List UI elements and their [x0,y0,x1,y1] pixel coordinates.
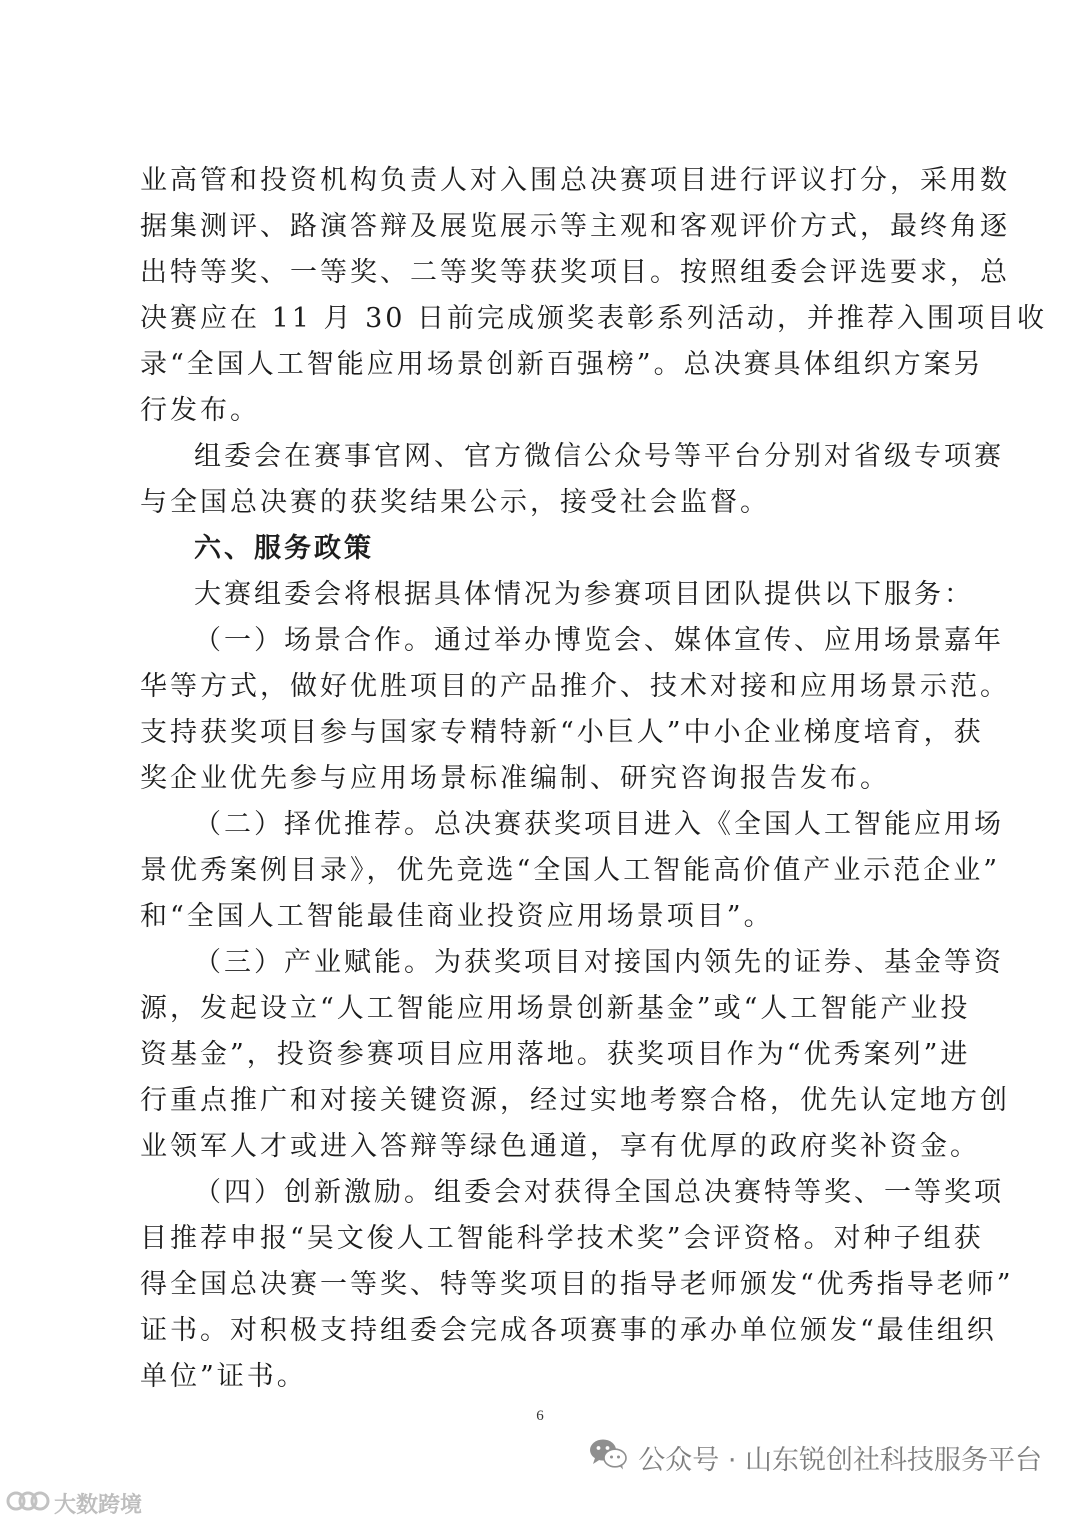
text-line: （一）场景合作。通过举办博览会、媒体宣传、应用场景嘉年 [194,625,1004,656]
body-text [140,158,1048,1400]
text-line: 据集测评、路演答辩及展览展示等主观和客观评价方式，最终角逐 [140,211,1010,242]
page-number: 6 [536,1408,544,1424]
text-line: 单位”证书。 [140,1361,307,1392]
account-name: 公众号 · 山东锐创社科技服务平台 [638,1445,1042,1476]
link-chain-icon [4,1489,50,1519]
text-line: 决赛应在 11 月 30 日前完成颁奖表彰系列活动，并推荐入围项目收 [140,303,1048,334]
text-line: 证书。对积极支持组委会完成各项赛事的承办单位颁发“最佳组织 [140,1315,997,1346]
text-line: 得全国总决赛一等奖、特等奖项目的指导老师颁发“优秀指导老师” [140,1269,1014,1300]
corner-watermark-text: 大数跨境 [54,1493,143,1518]
text-line: 业高管和投资机构负责人对入围总决赛项目进行评议打分，采用数 [140,165,1010,196]
text-line: 支持获奖项目参与国家专精特新“小巨人”中小企业梯度培育，获 [140,717,984,748]
section-heading: 六、服务政策 [194,533,374,564]
text-line: （四）创新激励。组委会对获得全国总决赛特等奖、一等奖项 [194,1177,1004,1208]
text-line: （二）择优推荐。总决赛获奖项目进入《全国人工智能应用场 [194,809,1004,840]
text-line: 源，发起设立“人工智能应用场景创新基金”或“人工智能产业投 [140,993,971,1024]
text-line: 华等方式，做好优胜项目的产品推介、技术对接和应用场景示范。 [140,671,1010,702]
text-line: 奖企业优先参与应用场景标准编制、研究咨询报告发布。 [140,763,890,794]
text-line: 大赛组委会将根据具体情况为参赛项目团队提供以下服务： [194,579,974,610]
text-line: 行发布。 [140,395,260,426]
account-watermark [588,1437,1042,1478]
text-line: 录“全国人工智能应用场景创新百强榜”。总决赛具体组织方案另 [140,349,984,380]
text-line: 组委会在赛事官网、官方微信公众号等平台分别对省级专项赛 [194,441,1004,472]
text-line: 与全国总决赛的获奖结果公示，接受社会监督。 [140,487,770,518]
text-line: 行重点推广和对接关键资源，经过实地考察合格，优先认定地方创 [140,1085,1010,1116]
text-line: 和“全国人工智能最佳商业投资应用场景项目”。 [140,901,774,932]
text-line: 景优秀案例目录》，优先竞选“全国人工智能高价值产业示范企业” [140,855,1001,886]
text-line: 出特等奖、一等奖、二等奖等获奖项目。按照组委会评选要求，总 [140,257,1010,288]
text-line: 资基金”，投资参赛项目应用落地。获奖项目作为“优秀案列”进 [140,1039,971,1070]
corner-watermark [4,1488,142,1519]
text-line: （三）产业赋能。为获奖项目对接国内领先的证券、基金等资 [194,947,1004,978]
text-line: 目推荐申报“吴文俊人工智能科学技术奖”会评资格。对种子组获 [140,1223,984,1254]
wechat-icon [588,1437,628,1478]
text-line: 业领军人才或进入答辩等绿色通道，享有优厚的政府奖补资金。 [140,1131,980,1162]
